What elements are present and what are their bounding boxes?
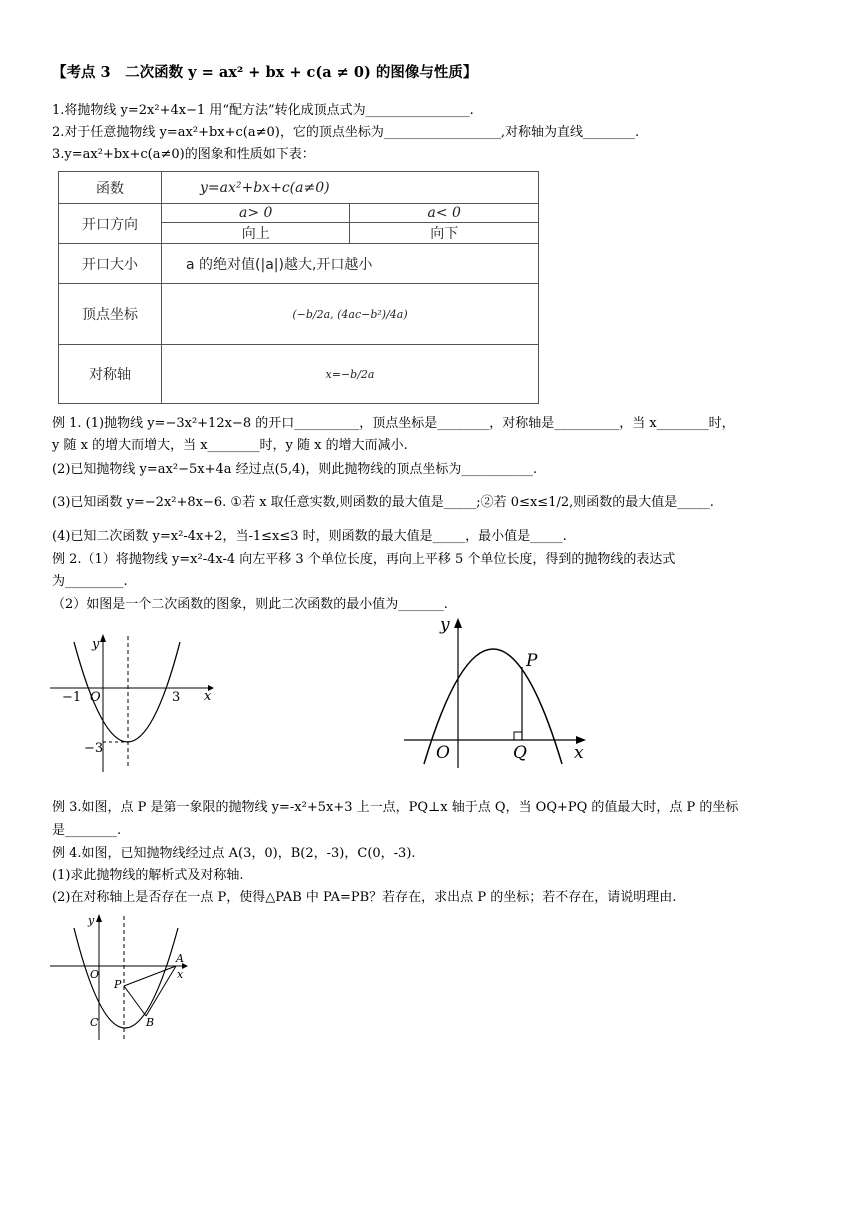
figure-1-parabola — [48, 628, 228, 776]
fig1-y-label: y — [92, 637, 100, 652]
ex4-line-2: (1)求此抛物线的解析式及对称轴. — [52, 868, 244, 883]
cell-function-label: 函数 — [59, 172, 162, 204]
fig1-minus3-label: −3 — [84, 741, 104, 756]
fig2-y-label: y — [440, 615, 450, 635]
cell-function-value: y=ax²+bx+c(a≠0) — [162, 172, 539, 204]
fig3-y-arrow — [96, 914, 102, 922]
cell-a-negative: a< 0 — [350, 204, 539, 222]
fig2-origin-label: O — [436, 743, 450, 763]
fig2-p-label: P — [526, 651, 538, 671]
cell-up: 向上 — [162, 222, 350, 243]
fig1-3-label: 3 — [172, 690, 181, 705]
cell-down: 向下 — [350, 222, 539, 243]
item-3: 3.y=ax²+bx+c(a≠0)的图象和性质如下表： — [52, 147, 315, 162]
properties-table — [58, 171, 539, 404]
figure-3-parabola — [46, 908, 196, 1044]
ex2-line-3: （2）如图是一个二次函数的图象，则此二次函数的最小值为_______. — [52, 597, 448, 612]
ex4-line-3: (2)在对称轴上是否存在一点 P，使得△PAB 中 PA=PB？若存在，求出点 P 的坐标；若不存在，请说明理由. — [52, 890, 677, 905]
ex1-line-1: 例 1. (1)抛物线 y=−3x²+12x−8 的开口__________，顶点坐标是________，对称轴是__________，当 x________时， — [52, 416, 735, 431]
item-2: 2.对于任意抛物线 y=ax²+bx+c(a≠0)，它的顶点坐标为__________________,对称轴为直线________. — [52, 125, 640, 140]
fig3-p-label: P — [114, 978, 122, 991]
ex1-line-5: (4)已知二次函数 y=x²-4x+2，当-1≤x≤3 时，则函数的最大值是_____，最小值是_____. — [52, 529, 567, 544]
fig1-minus1-label: −1 — [62, 690, 82, 705]
fig3-b-label: B — [146, 1016, 155, 1029]
fig1-origin-label: O — [90, 690, 101, 705]
fig3-pa-segment — [124, 966, 176, 986]
ex3-line-1: 例 3.如图，点 P 是第一象限的抛物线 y=-x²+5x+3 上一点，PQ⊥x 轴于点 Q，当 OQ+PQ 的值最大时，点 P 的坐标 — [52, 800, 739, 815]
section-heading: 【考点 3 二次函数 y = ax² + bx + c(a ≠ 0) 的图像与性质】 — [52, 64, 478, 81]
fig2-right-angle-mark — [514, 732, 522, 740]
fig3-origin-label: O — [90, 968, 100, 981]
item-1: 1.将抛物线 y=2x²+4x−1 用“配方法”转化成顶点式为________________. — [52, 103, 474, 118]
cell-vertex-value: (−b/2a, (4ac−b²)/4a) — [162, 284, 539, 345]
cell-open-dir-label: 开口方向 — [59, 204, 162, 244]
ex1-line-3: (2)已知抛物线 y=ax²−5x+4a 经过点(5,4)，则此抛物线的顶点坐标为___________. — [52, 462, 538, 477]
ex2-line-1: 例 2.（1）将抛物线 y=x²-4x-4 向左平移 3 个单位长度，再向上平移 5 个单位长度，得到的抛物线的表达式 — [52, 552, 676, 567]
cell-open-size-value: a 的绝对值(|a|)越大,开口越小 — [162, 243, 539, 284]
fig3-pb-segment — [124, 986, 146, 1016]
fig1-x-label: x — [204, 689, 212, 704]
cell-a-positive: a> 0 — [162, 204, 350, 222]
ex4-line-1: 例 4.如图，已知抛物线经过点 A(3，0)，B(2，-3)，C(0，-3). — [52, 846, 416, 861]
ex3-line-2: 是________. — [52, 823, 122, 838]
ex1-line-2: y 随 x 的增大而增大，当 x________时，y 随 x 的增大而减小. — [52, 438, 408, 453]
fig3-y-label: y — [88, 914, 95, 927]
cell-open-size-label: 开口大小 — [59, 243, 162, 284]
cell-vertex-label: 顶点坐标 — [59, 284, 162, 345]
ex2-line-2: 为_________. — [52, 574, 128, 589]
cell-axis-label: 对称轴 — [59, 345, 162, 404]
fig3-a-label: A — [176, 952, 184, 965]
cell-axis-value: x=−b/2a — [162, 345, 539, 404]
fig2-q-label: Q — [513, 743, 527, 763]
fig2-y-arrow — [454, 618, 462, 628]
fig3-x-label: x — [177, 968, 184, 981]
fig3-c-label: C — [90, 1016, 99, 1029]
fig3-ab-segment — [146, 966, 176, 1016]
fig2-x-label: x — [574, 743, 584, 763]
fig1-y-arrow — [100, 634, 106, 642]
figure-2-parabola — [398, 612, 598, 772]
ex1-line-4: (3)已知函数 y=−2x²+8x−6. ①若 x 取任意实数,则函数的最大值是_____;②若 0≤x≤1/2,则函数的最大值是_____. — [52, 495, 714, 510]
